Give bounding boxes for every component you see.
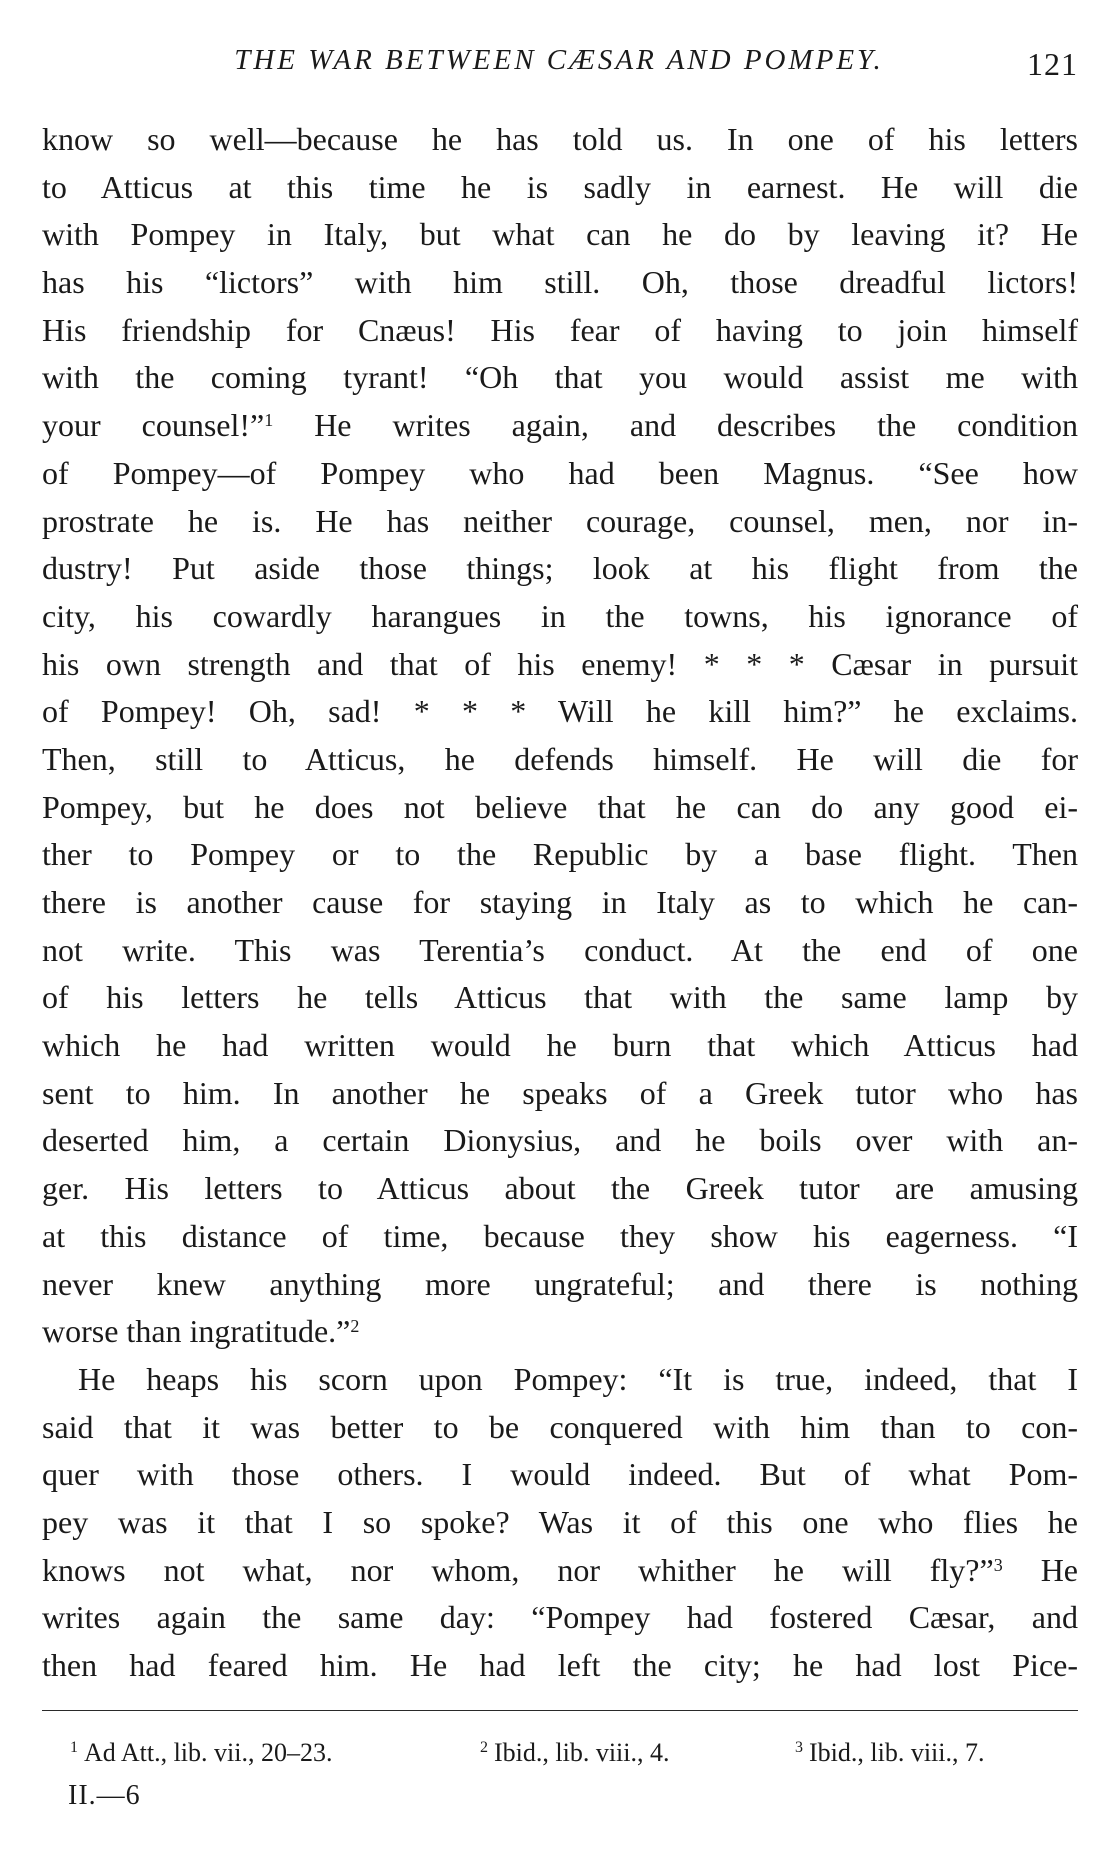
text-line: with the coming tyrant! “Oh that you would assist me with — [42, 359, 1078, 396]
footnotes — [70, 1738, 1070, 1778]
footnote-text: Ibid., lib. viii., 7. — [809, 1738, 985, 1767]
text-line: city, his cowardly harangues in the towns, his ignorance of — [42, 597, 1078, 634]
footnote-marker: 3 — [993, 1554, 1003, 1575]
footnote-number: 2 — [480, 1739, 488, 1756]
text-line — [42, 1308, 1078, 1356]
text-line: not write. This was Terentia’s conduct. At the end of one — [42, 931, 1078, 968]
text-line: ger. His letters to Atticus about the Greek tutor are amusing — [42, 1170, 1078, 1207]
footnote-number: 3 — [795, 1739, 803, 1756]
text-line: Then, still to Atticus, he defends himself. He will die for — [42, 740, 1078, 777]
text-line: ther to Pompey or to the Republic by a base flight. Then — [42, 836, 1078, 873]
text-line: dustry! Put aside those things; look at his flight from the — [42, 550, 1078, 587]
footnote — [70, 1738, 332, 1768]
text-fragment: knows not what, nor whom, nor whither he will fly?” — [42, 1551, 994, 1588]
text-line: His friendship for Cnæus! His fear of having to join himself — [42, 311, 1078, 348]
text-fragment: worse than ingratitude.” — [42, 1313, 351, 1350]
text-line — [42, 402, 1078, 450]
text-line: with Pompey in Italy, but what can he do by leaving it? He — [42, 216, 1078, 253]
text-line: at this distance of time, because they show his eagerness. “I — [42, 1217, 1078, 1254]
text-line: deserted him, a certain Dionysius, and he boils over with an- — [42, 1122, 1078, 1159]
text-line: of his letters he tells Atticus that with the same lamp by — [42, 979, 1078, 1016]
footnote-divider — [42, 1710, 1078, 1711]
running-title: THE WAR BETWEEN CÆSAR AND POMPEY. — [234, 44, 884, 76]
text-fragment: your counsel!” — [42, 407, 265, 444]
text-line: pey was it that I so spoke? Was it of this one who flies he — [42, 1503, 1078, 1540]
text-line: his own strength and that of his enemy! * * * Cæsar in pursuit — [42, 645, 1078, 682]
text-fragment: He — [1002, 1551, 1079, 1588]
text-line: He heaps his scorn upon Pompey: “It is true, indeed, that I — [78, 1360, 1078, 1397]
text-line: of Pompey—of Pompey who had been Magnus. “See how — [42, 454, 1078, 491]
footnote-number: 1 — [70, 1739, 78, 1756]
text-line: never knew anything more ungrateful; and there is nothing — [42, 1265, 1078, 1302]
text-line: quer with those others. I would indeed. But of what Pom- — [42, 1456, 1078, 1493]
footnote — [795, 1738, 985, 1768]
text-line: of Pompey! Oh, sad! * * * Will he kill him?” he exclaims. — [42, 693, 1078, 730]
text-line: then had feared him. He had left the city; he had lost Pice- — [42, 1647, 1078, 1683]
footnote-text: Ad Att., lib. vii., 20–23. — [84, 1738, 333, 1767]
text-line: sent to him. In another he speaks of a Greek tutor who has — [42, 1074, 1078, 1111]
footnote-marker: 2 — [350, 1316, 360, 1337]
text-line: said that it was better to be conquered with him than to con- — [42, 1408, 1078, 1445]
text-line: writes again the same day: “Pompey had fostered Cæsar, and — [42, 1599, 1078, 1636]
body-text — [42, 116, 1078, 1690]
signature-mark: II.—6 — [68, 1780, 141, 1811]
text-line: Pompey, but he does not believe that he can do any good ei- — [42, 788, 1078, 825]
text-fragment: He writes again, and describes the condition — [273, 407, 1079, 444]
text-line: which he had written would he burn that which Atticus had — [42, 1027, 1078, 1064]
text-line: to Atticus at this time he is sadly in earnest. He will die — [42, 168, 1078, 205]
running-head — [40, 42, 1078, 92]
page-number: 121 — [1027, 46, 1078, 82]
footnote — [480, 1738, 670, 1768]
text-line — [42, 1547, 1078, 1595]
footnote-text: Ibid., lib. viii., 4. — [494, 1738, 670, 1767]
footnote-marker: 1 — [264, 410, 274, 431]
text-line: has his “lictors” with him still. Oh, those dreadful lictors! — [42, 264, 1078, 301]
text-line: prostrate he is. He has neither courage, counsel, men, nor in- — [42, 502, 1078, 539]
text-line: there is another cause for staying in Italy as to which he can- — [42, 884, 1078, 920]
text-line: know so well—because he has told us. In one of his letters — [42, 121, 1078, 157]
